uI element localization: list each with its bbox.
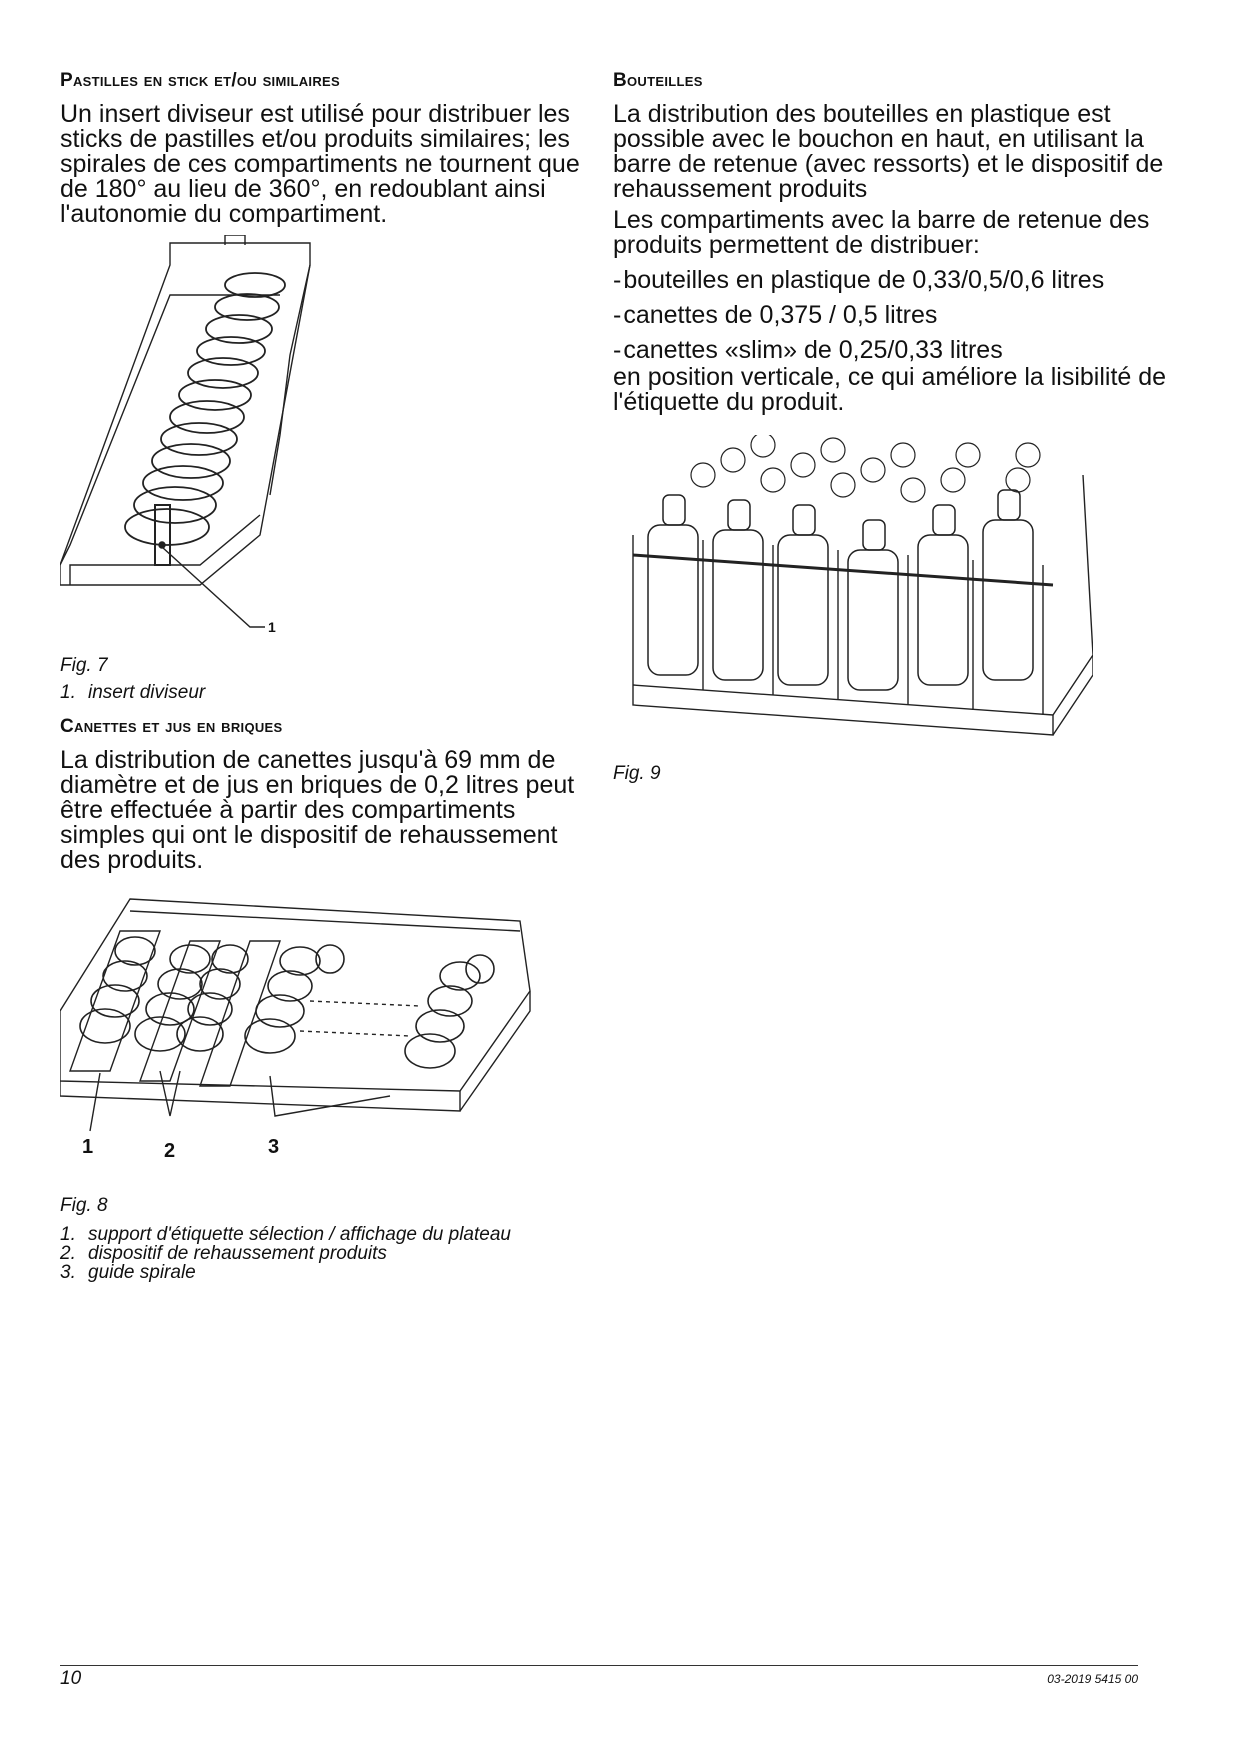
- fig7-caption: Fig. 7: [60, 655, 108, 676]
- left-column: [60, 70, 580, 1282]
- section-heading-canettes: Canettes et jus en briques: [60, 716, 283, 737]
- right-column: [613, 70, 1173, 785]
- paragraph-canettes: La distribution de canettes jusqu'à 69 mm de diamètre et de jus en briques de 0,2 litres peut être effectuée à partir des compartiments simples qui ont le dispositif de rehaussement des produits.: [60, 746, 575, 874]
- tray-compartments-illustration: [60, 891, 580, 1181]
- page-number: 10: [60, 1668, 82, 1689]
- footer-rule: [60, 1665, 1138, 1666]
- bottle-tray-illustration: [613, 435, 1093, 755]
- fig8-callout-3: 3: [268, 1136, 280, 1158]
- legend-item: 1. insert diviseur: [60, 682, 206, 703]
- legend-item: 2. dispositif de rehaussement produits: [60, 1243, 387, 1264]
- list-item: - canettes de 0,375 / 0,5 litres: [613, 303, 1173, 328]
- fig7-legend: [60, 683, 580, 702]
- fig8-callout-1: 1: [82, 1136, 94, 1158]
- document-code: 03-2019 5415 00: [1047, 1672, 1138, 1686]
- paragraph-bouteilles-1: La distribution des bouteilles en plastique est possible avec le bouchon en haut, en utilisant la barre de retenue (avec ressorts) et le dispositif de rehaussement produits: [613, 100, 1164, 203]
- paragraph-bouteilles-2: Les compartiments avec la barre de retenue des produits permettent de distribuer:: [613, 206, 1150, 259]
- figure-7: [60, 235, 580, 655]
- legend-item: 1. support d'étiquette sélection / affichage du plateau: [60, 1224, 511, 1245]
- list-item: - canettes «slim» de 0,25/0,33 litres: [613, 338, 1173, 363]
- fig8-legend: [60, 1225, 580, 1282]
- legend-item: 3. guide spirale: [60, 1262, 196, 1283]
- section-heading-pastilles: Pastilles en stick et/ou similaires: [60, 70, 340, 91]
- fig7-callout-1: 1: [268, 619, 276, 635]
- section-heading-bouteilles: Bouteilles: [613, 70, 703, 91]
- paragraph-bouteilles-3: en position verticale, ce qui améliore la lisibilité de l'étiquette du produit.: [613, 363, 1167, 416]
- fig8-callout-2: 2: [164, 1140, 176, 1162]
- spiral-insert-illustration: [60, 235, 580, 655]
- fig8-caption: Fig. 8: [60, 1195, 108, 1216]
- paragraph-pastilles: Un insert diviseur est utilisé pour distribuer les sticks de pastilles et/ou produits similaires; les spirales de ces compartiments ne tournent que de 180° au lieu de 360°, en redoublant ainsi l'autonomie du compartiment.: [60, 100, 580, 228]
- product-list: [613, 268, 1173, 363]
- fig9-caption: Fig. 9: [613, 763, 661, 784]
- list-item: - bouteilles en plastique de 0,33/0,5/0,6 litres: [613, 268, 1173, 293]
- figure-8: [60, 891, 580, 1181]
- figure-9: [613, 435, 1093, 755]
